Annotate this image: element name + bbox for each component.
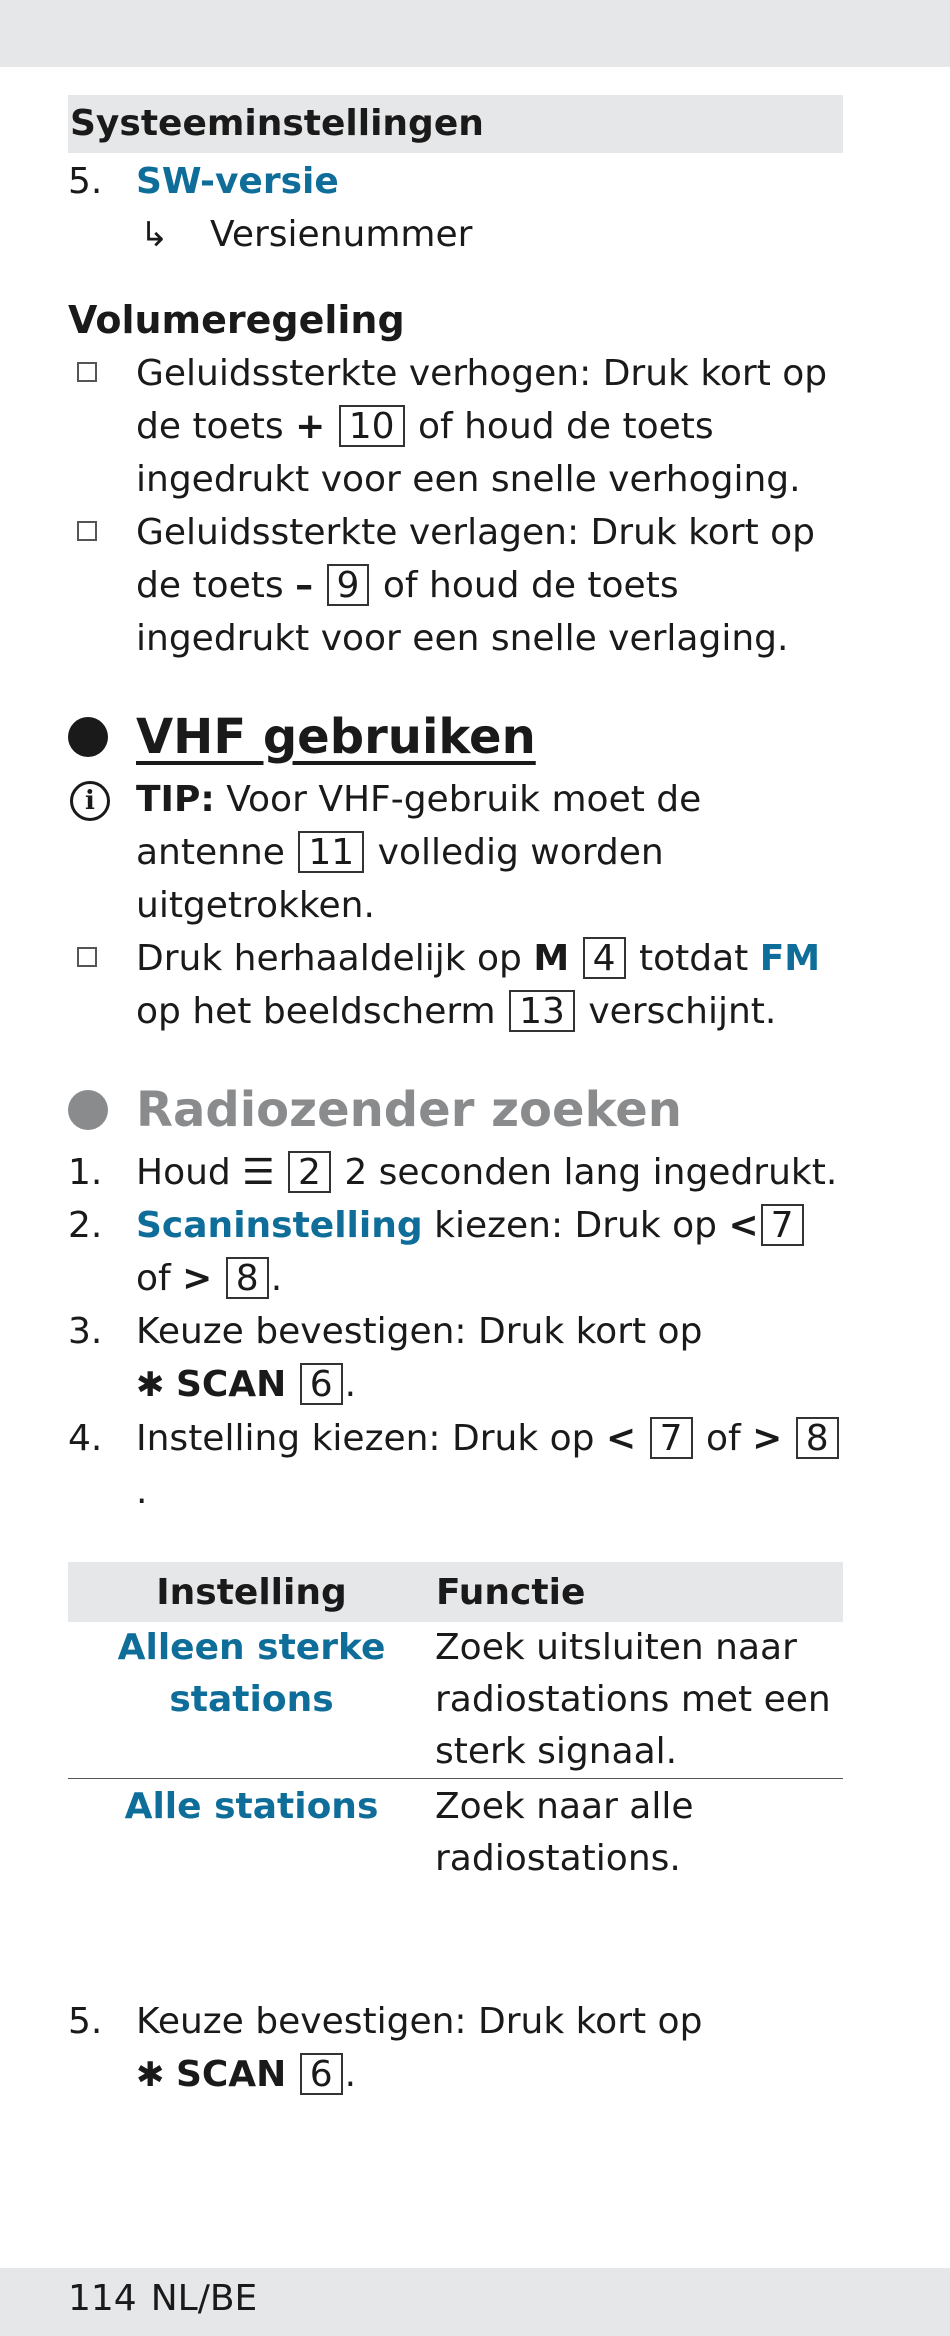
tip-label: TIP: bbox=[136, 779, 215, 820]
table-row bbox=[68, 1779, 843, 1886]
info-icon: i bbox=[68, 773, 136, 932]
ref-box-8: 8 bbox=[226, 1257, 269, 1299]
right-arrow-icon: > bbox=[752, 1418, 783, 1459]
column-header-function: Functie bbox=[435, 1562, 843, 1622]
ref-box-7: 7 bbox=[650, 1417, 693, 1459]
system-item-sw-version bbox=[68, 155, 843, 208]
vhf-step bbox=[68, 932, 843, 1038]
checkbox-square-icon bbox=[68, 932, 136, 1038]
checkbox-square-icon bbox=[68, 506, 136, 665]
top-band bbox=[0, 0, 950, 67]
or-text: of bbox=[136, 1258, 171, 1299]
fm-label: FM bbox=[759, 938, 821, 979]
bluetooth-icon: ✱ bbox=[136, 2055, 165, 2095]
page-content bbox=[68, 95, 843, 2102]
step4-text: Instelling kiezen: Druk op bbox=[136, 1418, 595, 1459]
column-header-setting: Instelling bbox=[68, 1562, 435, 1622]
volume-up-step bbox=[68, 347, 843, 506]
bluetooth-icon: ✱ bbox=[136, 1365, 165, 1405]
page-number: 114 bbox=[68, 2278, 137, 2319]
ref-box-8: 8 bbox=[796, 1417, 839, 1459]
sw-version-label: SW-versie bbox=[136, 161, 339, 202]
setting-strong-b: stations bbox=[169, 1679, 334, 1720]
ref-box-11: 11 bbox=[298, 831, 364, 873]
vhf-step-mid2: op het beeldscherm bbox=[136, 991, 496, 1032]
radio-step-5: 5. Keuze bevestigen: Druk kort op ✱ SCAN 6 . bbox=[68, 1995, 843, 2102]
page-footer bbox=[68, 2278, 257, 2319]
ref-box-9: 9 bbox=[327, 564, 370, 606]
scan-key: SCAN bbox=[175, 1364, 287, 1405]
vhf-step-mid: totdat bbox=[638, 938, 749, 979]
vhf-section-title bbox=[68, 701, 843, 773]
scan-setting-label: Scaninstelling bbox=[136, 1205, 423, 1246]
setting-strong-a: Alleen sterke bbox=[117, 1627, 386, 1668]
sw-version-sub bbox=[68, 208, 843, 262]
step1-text-end: 2 seconden lang ingedrukt. bbox=[344, 1152, 838, 1193]
step5-text: Keuze bevestigen: Druk kort op bbox=[136, 2001, 703, 2042]
or-text: of bbox=[705, 1418, 741, 1459]
volume-down-text-end: of houd de toets ingedrukt voor een snelle verlaging. bbox=[136, 565, 789, 659]
tip-text: Voor VHF-gebruik moet de antenne bbox=[136, 779, 702, 873]
ref-box-7: 7 bbox=[761, 1204, 804, 1246]
ref-box-10: 10 bbox=[339, 405, 405, 447]
radio-step-1 bbox=[68, 1146, 843, 1199]
table-row bbox=[68, 1622, 843, 1779]
bullet-dot-icon bbox=[68, 1090, 108, 1130]
vhf-tip bbox=[68, 773, 843, 932]
setting-cell: Alle stations bbox=[124, 1786, 379, 1827]
bullet-dot-icon bbox=[68, 717, 108, 757]
step-number: 1. bbox=[68, 1152, 103, 1193]
radio-step-2: 2. Scaninstelling kiezen: Druk op < 7 of > 8 . bbox=[68, 1199, 843, 1305]
function-cell: Zoek uitsluiten naar radiostations met een sterk signaal. bbox=[435, 1622, 843, 1779]
ref-box-4: 4 bbox=[583, 937, 626, 979]
left-arrow-icon: < bbox=[605, 1418, 637, 1459]
radio-step-3: 3. Keuze bevestigen: Druk kort op ✱ SCAN 6 . bbox=[68, 1305, 843, 1412]
volume-up-text: Geluidssterkte verhogen: Druk kort op de toets bbox=[136, 353, 828, 447]
checkbox-square-icon bbox=[68, 347, 136, 506]
minus-key: – bbox=[295, 565, 314, 606]
ref-box-6: 6 bbox=[300, 2053, 343, 2095]
setting-cell bbox=[68, 1622, 435, 1779]
ref-box-13: 13 bbox=[509, 990, 575, 1032]
step-number: 4. bbox=[68, 1418, 103, 1459]
version-number-text: Versienummer bbox=[210, 214, 473, 255]
tip-text-end: volledig worden uitgetrokken. bbox=[136, 832, 664, 926]
step1-text: Houd bbox=[136, 1152, 231, 1193]
radio-title: Radiozender zoeken bbox=[136, 1081, 682, 1138]
menu-icon: ☰ bbox=[242, 1152, 275, 1193]
volume-heading: Volumeregeling bbox=[68, 298, 405, 342]
volume-up-text-end: of houd de toets ingedrukt voor een snelle verhoging. bbox=[136, 406, 801, 500]
locale-label: NL/BE bbox=[150, 2278, 258, 2319]
step2-text: kiezen: Druk op bbox=[434, 1205, 718, 1246]
ref-box-2: 2 bbox=[288, 1151, 331, 1193]
volume-down-step bbox=[68, 506, 843, 665]
radio-section-title bbox=[68, 1074, 843, 1146]
scan-key: SCAN bbox=[175, 2054, 287, 2095]
plus-key: + bbox=[295, 406, 326, 447]
item-number: 5. bbox=[68, 161, 103, 202]
radio-step-4: 4. Instelling kiezen: Druk op < 7 of > 8. bbox=[68, 1412, 843, 1518]
vhf-title: VHF gebruiken bbox=[136, 708, 536, 765]
volume-down-text: Geluidssterkte verlagen: Druk kort op de toets bbox=[136, 512, 816, 606]
step3-text: Keuze bevestigen: Druk kort op bbox=[136, 1311, 703, 1352]
step-number: 2. bbox=[68, 1205, 103, 1246]
result-arrow-icon: ↳ bbox=[140, 215, 169, 255]
settings-table bbox=[68, 1562, 843, 1885]
m-key: M bbox=[533, 938, 570, 979]
right-arrow-icon: > bbox=[182, 1258, 213, 1299]
section-header-system: Systeeminstellingen bbox=[68, 95, 843, 153]
vhf-step-end: verschijnt. bbox=[588, 991, 777, 1032]
step-number: 5. bbox=[68, 2001, 103, 2042]
step-number: 3. bbox=[68, 1311, 103, 1352]
vhf-step-text: Druk herhaaldelijk op bbox=[136, 938, 522, 979]
ref-box-6: 6 bbox=[300, 1363, 343, 1405]
left-arrow-icon: < bbox=[728, 1205, 759, 1246]
function-cell: Zoek naar alle radiostations. bbox=[435, 1786, 694, 1879]
